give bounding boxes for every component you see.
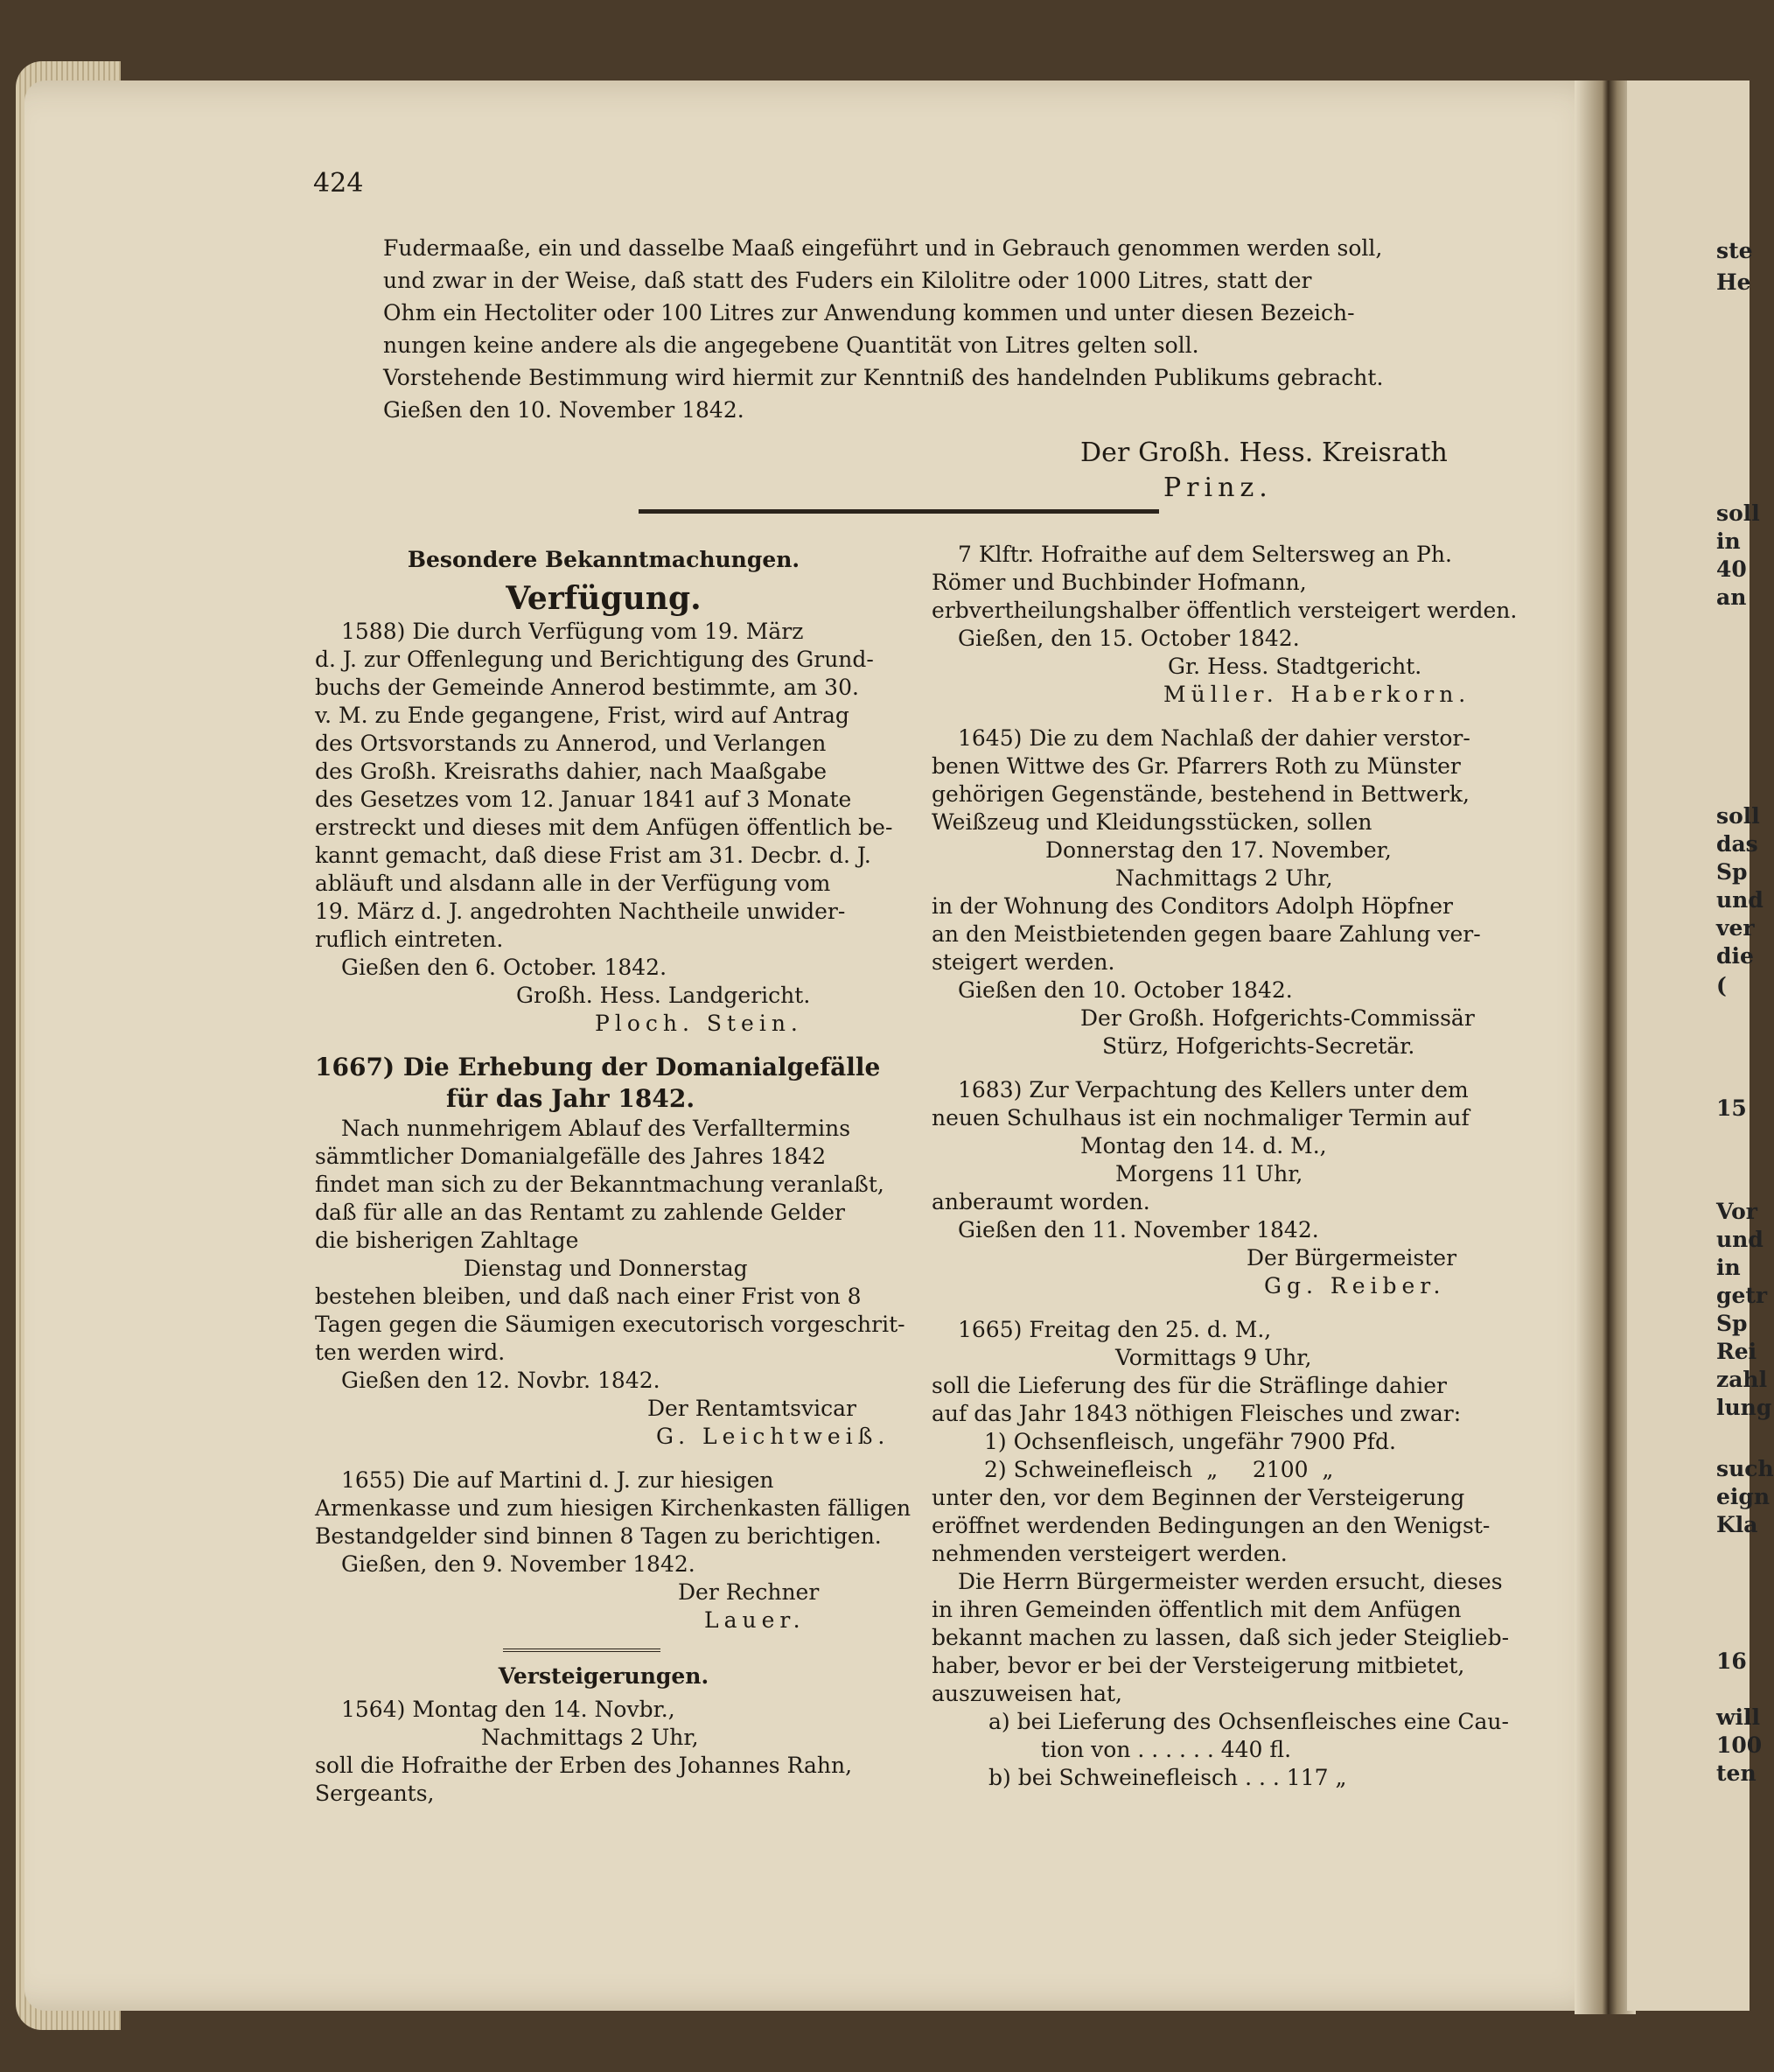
next-page-fragment: Kla bbox=[1716, 1512, 1758, 1537]
cont-1564-line: erbvertheilungshalber öffentlich versteigert werden. bbox=[932, 598, 1518, 623]
notice-1645-line: steigert werden. bbox=[932, 949, 1115, 975]
notice-1667-line: Dienstag und Donnerstag bbox=[464, 1256, 748, 1281]
notice-1667-line: sämmtlicher Domanialgefälle des Jahres 1842 bbox=[315, 1144, 827, 1169]
next-page-fragment: ver bbox=[1716, 915, 1755, 941]
notice-1667-line: die bisherigen Zahltage bbox=[315, 1228, 579, 1253]
notice-1645-signer: Der Großh. Hofgerichts-Commissär bbox=[1080, 1005, 1475, 1031]
intro-line: nungen keine andere als die angegebene Quantität von Litres gelten soll. bbox=[383, 332, 1199, 358]
cont-1564-names: Müller. Haberkorn. bbox=[1163, 682, 1471, 707]
notice-1665-line: haber, bevor er bei der Versteigerung mitbietet, bbox=[932, 1653, 1465, 1678]
notice-1683-line: Montag den 14. d. M., bbox=[1080, 1133, 1327, 1158]
notice-1665-line: auf das Jahr 1843 nöthigen Fleisches und zwar: bbox=[932, 1401, 1462, 1426]
intro-block bbox=[383, 232, 1383, 426]
notice-1645-line: gehörigen Gegenstände, bestehend in Bettwerk, bbox=[932, 781, 1470, 807]
notice-1655-line: 1655) Die auf Martini d. J. zur hiesigen bbox=[341, 1467, 774, 1493]
next-page-fragment: soll bbox=[1716, 500, 1760, 526]
notice-1665-line: auszuweisen hat, bbox=[932, 1681, 1122, 1706]
auction-divider bbox=[503, 1648, 660, 1652]
notice-1667-name: G. Leichtweiß. bbox=[656, 1424, 890, 1449]
next-page-fragment: will bbox=[1716, 1704, 1761, 1730]
subsection-title: Verfügung. bbox=[506, 580, 702, 617]
notice-1667-line: bestehen bleiben, und daß nach einer Frist von 8 bbox=[315, 1284, 862, 1309]
notice-1588-line: des Ortsvorstands zu Annerod, und Verlangen bbox=[315, 731, 827, 756]
notice-1667-title: für das Jahr 1842. bbox=[446, 1084, 695, 1113]
next-page-fragment: Rei bbox=[1716, 1339, 1757, 1364]
notice-1683-line: Morgens 11 Uhr, bbox=[1115, 1161, 1303, 1186]
notice-1667-line: daß für alle an das Rentamt zu zahlende Gelder bbox=[315, 1200, 845, 1225]
next-page-fragment: an bbox=[1716, 584, 1747, 610]
notice-1588-line: 19. März d. J. angedrohten Nachtheile unwider- bbox=[315, 899, 846, 924]
notice-1645-line: Donnerstag den 17. November, bbox=[1045, 837, 1392, 863]
notice-1645-line: an den Meistbietenden gegen baare Zahlung ver- bbox=[932, 921, 1481, 947]
notice-1665-line: unter den, vor dem Beginnen der Versteigerung bbox=[932, 1485, 1465, 1510]
notice-1665-line: Die Herrn Bürgermeister werden ersucht, dieses bbox=[958, 1569, 1503, 1594]
next-page-fragment: eign bbox=[1716, 1484, 1771, 1509]
notice-1655-date: Gießen, den 9. November 1842. bbox=[341, 1551, 695, 1577]
notice-1665-line: Vormittags 9 Uhr, bbox=[1115, 1345, 1312, 1370]
next-page-fragment: getr bbox=[1716, 1283, 1768, 1308]
next-page-fragment: ( bbox=[1716, 973, 1727, 998]
page-number: 424 bbox=[313, 168, 364, 199]
notice-1667-line: Nach nunmehrigem Ablauf des Verfalltermins bbox=[341, 1116, 851, 1141]
next-page-fragment: such bbox=[1716, 1456, 1774, 1481]
notice-1588-line: v. M. zu Ende gegangene, Frist, wird auf Antrag bbox=[315, 703, 849, 728]
next-page-fragment: 15 bbox=[1716, 1096, 1747, 1121]
notice-1655-line: Bestandgelder sind binnen 8 Tagen zu berichtigen. bbox=[315, 1523, 882, 1549]
notice-1667-signer: Der Rentamtsvicar bbox=[647, 1396, 856, 1421]
cont-1564-line: Römer und Buchbinder Hofmann, bbox=[932, 570, 1307, 595]
next-page-fragment: He bbox=[1716, 270, 1751, 295]
next-page-fragment: 100 bbox=[1716, 1732, 1763, 1758]
notice-1665-line: 1665) Freitag den 25. d. M., bbox=[958, 1317, 1272, 1342]
notice-1588-line: des Gesetzes vom 12. Januar 1841 auf 3 Monate bbox=[315, 787, 852, 812]
next-page-fragment: 40 bbox=[1716, 556, 1747, 582]
notice-1588-date: Gießen den 6. October. 1842. bbox=[341, 955, 667, 980]
intro-line: Ohm ein Hectoliter oder 100 Litres zur Anwendung kommen und unter diesen Bezeich- bbox=[383, 300, 1355, 326]
left-column bbox=[315, 541, 911, 1808]
section-title: Besondere Bekanntmachungen. bbox=[407, 547, 800, 572]
notice-1564-line: soll die Hofraithe der Erben des Johannes Rahn, bbox=[315, 1753, 853, 1778]
next-page-fragment: in bbox=[1716, 1255, 1741, 1280]
notice-1683-line: neuen Schulhaus ist ein nochmaliger Termin auf bbox=[932, 1105, 1470, 1130]
next-page-fragment: ten bbox=[1716, 1760, 1757, 1786]
notice-1564-line: Nachmittags 2 Uhr, bbox=[481, 1725, 699, 1750]
notice-1683-line: anberaumt worden. bbox=[932, 1189, 1150, 1214]
notice-1588-line: buchs der Gemeinde Annerod bestimmte, am 30. bbox=[315, 675, 859, 700]
notice-1683-signer: Der Bürgermeister bbox=[1247, 1245, 1457, 1270]
notice-1683-line: 1683) Zur Verpachtung des Kellers unter dem bbox=[958, 1077, 1469, 1102]
notice-1564-line: Sergeants, bbox=[315, 1781, 435, 1806]
next-page-fragment: in bbox=[1716, 528, 1741, 554]
next-page-fragment: und bbox=[1716, 887, 1764, 913]
next-page-fragment: Sp bbox=[1716, 859, 1748, 885]
notice-1655-signer: Der Rechner bbox=[678, 1579, 820, 1605]
notice-1588-line: ruflich eintreten. bbox=[315, 927, 504, 952]
notice-1665-line: in ihren Gemeinden öffentlich mit dem Anfügen bbox=[932, 1597, 1462, 1622]
notice-1665-line: nehmenden versteigert werden. bbox=[932, 1541, 1288, 1566]
notice-1667-line: findet man sich zu der Bekanntmachung veranlaßt, bbox=[315, 1172, 884, 1197]
right-column bbox=[932, 541, 1518, 1792]
notice-1645-date: Gießen den 10. October 1842. bbox=[958, 977, 1293, 1003]
notice-1665-line: bekannt machen zu lassen, daß sich jeder Steiglieb- bbox=[932, 1625, 1510, 1650]
notice-1588-line: d. J. zur Offenlegung und Berichtigung des Grund- bbox=[315, 647, 874, 672]
next-page-fragment: Vor bbox=[1716, 1199, 1757, 1224]
notice-1588-line: erstreckt und dieses mit dem Anfügen öffentlich be- bbox=[315, 815, 893, 840]
notice-1645-line: in der Wohnung des Conditors Adolph Höpfner bbox=[932, 893, 1453, 919]
auction-title: Versteigerungen. bbox=[498, 1663, 709, 1689]
notice-1667-title: 1667) Die Erhebung der Domanialgefälle bbox=[315, 1053, 881, 1082]
intro-signature-name: Prinz. bbox=[1163, 472, 1273, 503]
intro-line: Gießen den 10. November 1842. bbox=[383, 397, 744, 423]
notice-1588-line: des Großh. Kreisraths dahier, nach Maaßgabe bbox=[315, 759, 828, 784]
notice-1665-line: tion von . . . . . . 440 fl. bbox=[1041, 1737, 1292, 1762]
notice-1665-line: b) bei Schweinefleisch . . . 117 „ bbox=[988, 1765, 1347, 1790]
intro-line: und zwar in der Weise, daß statt des Fuders ein Kilolitre oder 1000 Litres, statt der bbox=[383, 268, 1312, 293]
notice-1645-line: Weißzeug und Kleidungsstücken, sollen bbox=[932, 809, 1372, 835]
notice-1665-line: soll die Lieferung des für die Sträflinge dahier bbox=[932, 1373, 1447, 1398]
section-divider bbox=[639, 509, 1159, 514]
cont-1564-line: 7 Klftr. Hofraithe auf dem Seltersweg an Ph. bbox=[958, 542, 1452, 567]
notice-1588-line: abläuft und alsdann alle in der Verfügung vom bbox=[315, 871, 831, 896]
notice-1683-date: Gießen den 11. November 1842. bbox=[958, 1217, 1319, 1242]
intro-line: Fudermaaße, ein und dasselbe Maaß eingeführt und in Gebrauch genommen werden soll, bbox=[383, 235, 1383, 261]
cont-1564-date: Gießen, den 15. October 1842. bbox=[958, 626, 1300, 651]
notice-1665-line: a) bei Lieferung des Ochsenfleisches eine Cau- bbox=[988, 1709, 1509, 1734]
notice-1588-signer: Großh. Hess. Landgericht. bbox=[516, 983, 811, 1008]
notice-1655-name: Lauer. bbox=[704, 1607, 806, 1633]
cont-1564-signer: Gr. Hess. Stadtgericht. bbox=[1168, 654, 1422, 679]
next-page-fragment: 16 bbox=[1716, 1648, 1747, 1674]
intro-line: Vorstehende Bestimmung wird hiermit zur Kenntniß des handelnden Publikums gebracht. bbox=[383, 365, 1384, 390]
next-page-fragment: und bbox=[1716, 1227, 1764, 1252]
notice-1667-date: Gießen den 12. Novbr. 1842. bbox=[341, 1368, 660, 1393]
notice-1655-line: Armenkasse und zum hiesigen Kirchenkasten fälligen bbox=[315, 1495, 911, 1521]
next-page-fragment: soll bbox=[1716, 803, 1760, 829]
next-page-fragment: die bbox=[1716, 943, 1754, 969]
notice-1588-line: 1588) Die durch Verfügung vom 19. März bbox=[341, 619, 804, 644]
next-page-fragment: ste bbox=[1716, 238, 1753, 263]
notice-1588-names: Ploch. Stein. bbox=[595, 1011, 803, 1036]
notice-1645-line: 1645) Die zu dem Nachlaß der dahier verstor- bbox=[958, 725, 1470, 751]
notice-1645-line: benen Wittwe des Gr. Pfarrers Roth zu Münster bbox=[932, 753, 1461, 779]
intro-signature-title: Der Großh. Hess. Kreisrath bbox=[1080, 438, 1448, 468]
notice-1665-line: 1) Ochsenfleisch, ungefähr 7900 Pfd. bbox=[984, 1429, 1396, 1454]
notice-1645-line: Nachmittags 2 Uhr, bbox=[1115, 865, 1333, 891]
notice-1665-line: 2) Schweinefleisch „ 2100 „ bbox=[984, 1457, 1334, 1482]
notice-1665-line: eröffnet werdenden Bedingungen an den Wenigst- bbox=[932, 1513, 1491, 1538]
notice-1564-line: 1564) Montag den 14. Novbr., bbox=[341, 1697, 675, 1722]
next-page-fragment: lung bbox=[1716, 1395, 1772, 1420]
notice-1683-name: Gg. Reiber. bbox=[1264, 1273, 1446, 1298]
notice-1667-line: ten werden wird. bbox=[315, 1340, 506, 1365]
notice-1645-names: Stürz, Hofgerichts-Secretär. bbox=[1102, 1033, 1415, 1059]
notice-1588-line: kannt gemacht, daß diese Frist am 31. Decbr. d. J. bbox=[315, 843, 871, 868]
next-page-fragment: Sp bbox=[1716, 1311, 1748, 1336]
notice-1667-line: Tagen gegen die Säumigen executorisch vorgeschrit- bbox=[315, 1312, 905, 1337]
next-page-fragment: zahl bbox=[1716, 1367, 1768, 1392]
next-page-fragment: das bbox=[1716, 831, 1758, 857]
